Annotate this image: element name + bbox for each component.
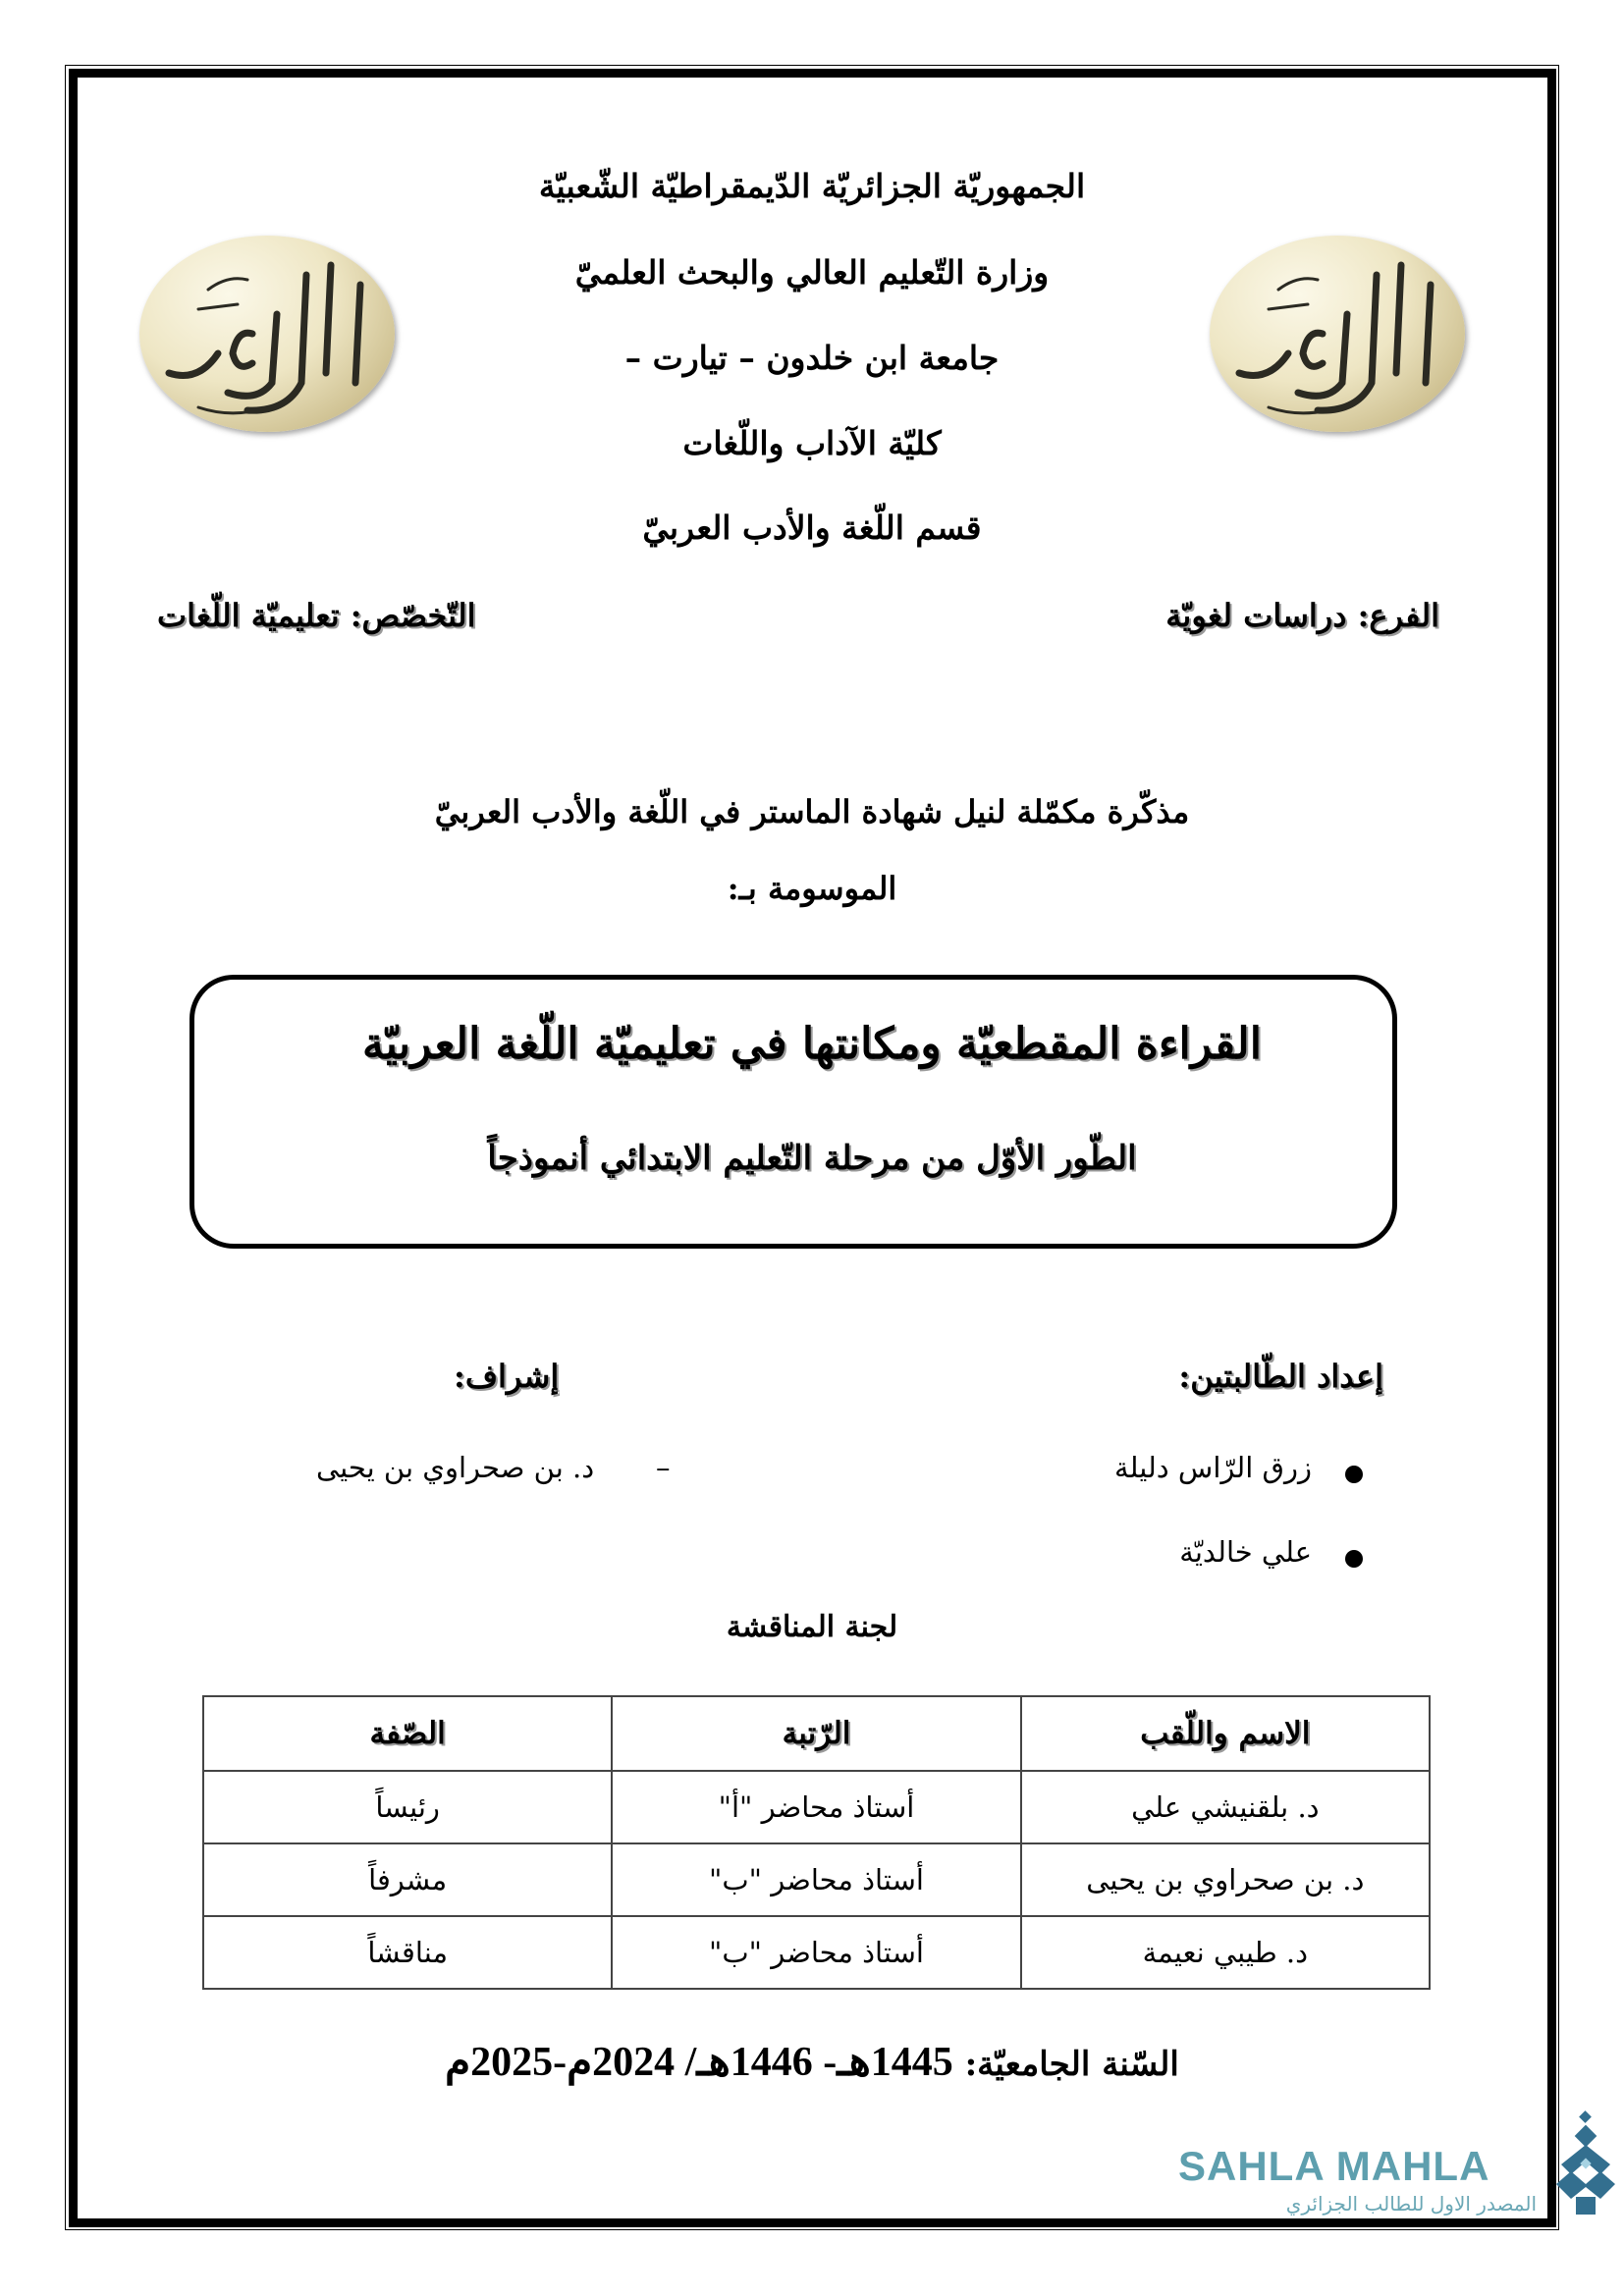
thesis-subtitle: الطّور الأوّل من مرحلة التّعليم الابتدائي أنموذجاً (487, 1139, 1137, 1178)
watermark-subtitle: المصدر الاول للطالب الجزائري (1285, 2192, 1537, 2216)
memo-titled-as: الموسومة بـ: (727, 870, 897, 907)
supervisor-dash: – (656, 1451, 671, 1484)
department-name: قسم اللّغة والأدب العربيّ (642, 508, 982, 547)
academic-year (0, 2037, 1624, 2086)
member-role: رئيساً (203, 1771, 612, 1843)
academic-year-value: 1445هـ- 1446هـ/ 2024م-2025م (445, 2040, 953, 2085)
supervision-heading: إشراف: (454, 1358, 560, 1395)
student-name: علي خالديّة (1179, 1535, 1312, 1569)
table-header-row (203, 1696, 1430, 1771)
table-row (203, 1843, 1430, 1916)
faculty-name: كليّة الآداب واللّغات (682, 424, 942, 462)
ministry-name: وزارة التّعليم العالي والبحث العلميّ (574, 253, 1050, 292)
academic-year-label: السّنة الجامعيّة: (964, 2045, 1179, 2084)
watermark-title: SAHLA MAHLA (1178, 2143, 1490, 2189)
committee-table (202, 1695, 1431, 1990)
member-role: مشرفاً (203, 1843, 612, 1916)
memo-description: مذكّرة مكمّلة لنيل شهادة الماستر في اللّغة والأدب العربيّ (434, 793, 1190, 830)
committee-title: لجنة المناقشة (726, 1610, 898, 1644)
thesis-title: القراءة المقطعيّة ومكانتها في تعليميّة اللّغة العربيّة (362, 1019, 1262, 1069)
specialty-label: التّخصّص: تعليميّة اللّغات (157, 597, 476, 634)
republic-name: الجمهوريّة الجزائريّة الدّيمقراطيّة الشّعبيّة (538, 167, 1086, 205)
table-row (203, 1771, 1430, 1843)
column-header-rank: الرّتبة (612, 1696, 1020, 1771)
bullet-icon (1345, 1466, 1363, 1483)
bullet-icon (1345, 1550, 1363, 1568)
member-name: د. بلقنيشي علي (1021, 1771, 1430, 1843)
branch-label: الفرع: دراسات لغويّة (1165, 597, 1439, 634)
table-row (203, 1916, 1430, 1989)
university-name: جامعة ابن خلدون – تيارت – (624, 339, 1000, 377)
thesis-title-box (189, 975, 1397, 1249)
supervisor-name: د. بن صحراوي بن يحيى (316, 1451, 595, 1484)
sahla-mahla-logo-icon (1551, 2110, 1620, 2218)
student-name: زرق الرّاس دليلة (1114, 1451, 1312, 1484)
member-rank: أستاذ محاضر "ب" (612, 1843, 1020, 1916)
member-rank: أستاذ محاضر "ب" (612, 1916, 1020, 1989)
column-header-role: الصّفة (203, 1696, 612, 1771)
member-rank: أستاذ محاضر "أ" (612, 1771, 1020, 1843)
students-heading: إعداد الطّالبتين: (1178, 1358, 1383, 1395)
member-name: د. طيبي نعيمة (1021, 1916, 1430, 1989)
member-name: د. بن صحراوي بن يحيى (1021, 1843, 1430, 1916)
column-header-name: الاسم واللّقب (1021, 1696, 1430, 1771)
member-role: مناقشاً (203, 1916, 612, 1989)
